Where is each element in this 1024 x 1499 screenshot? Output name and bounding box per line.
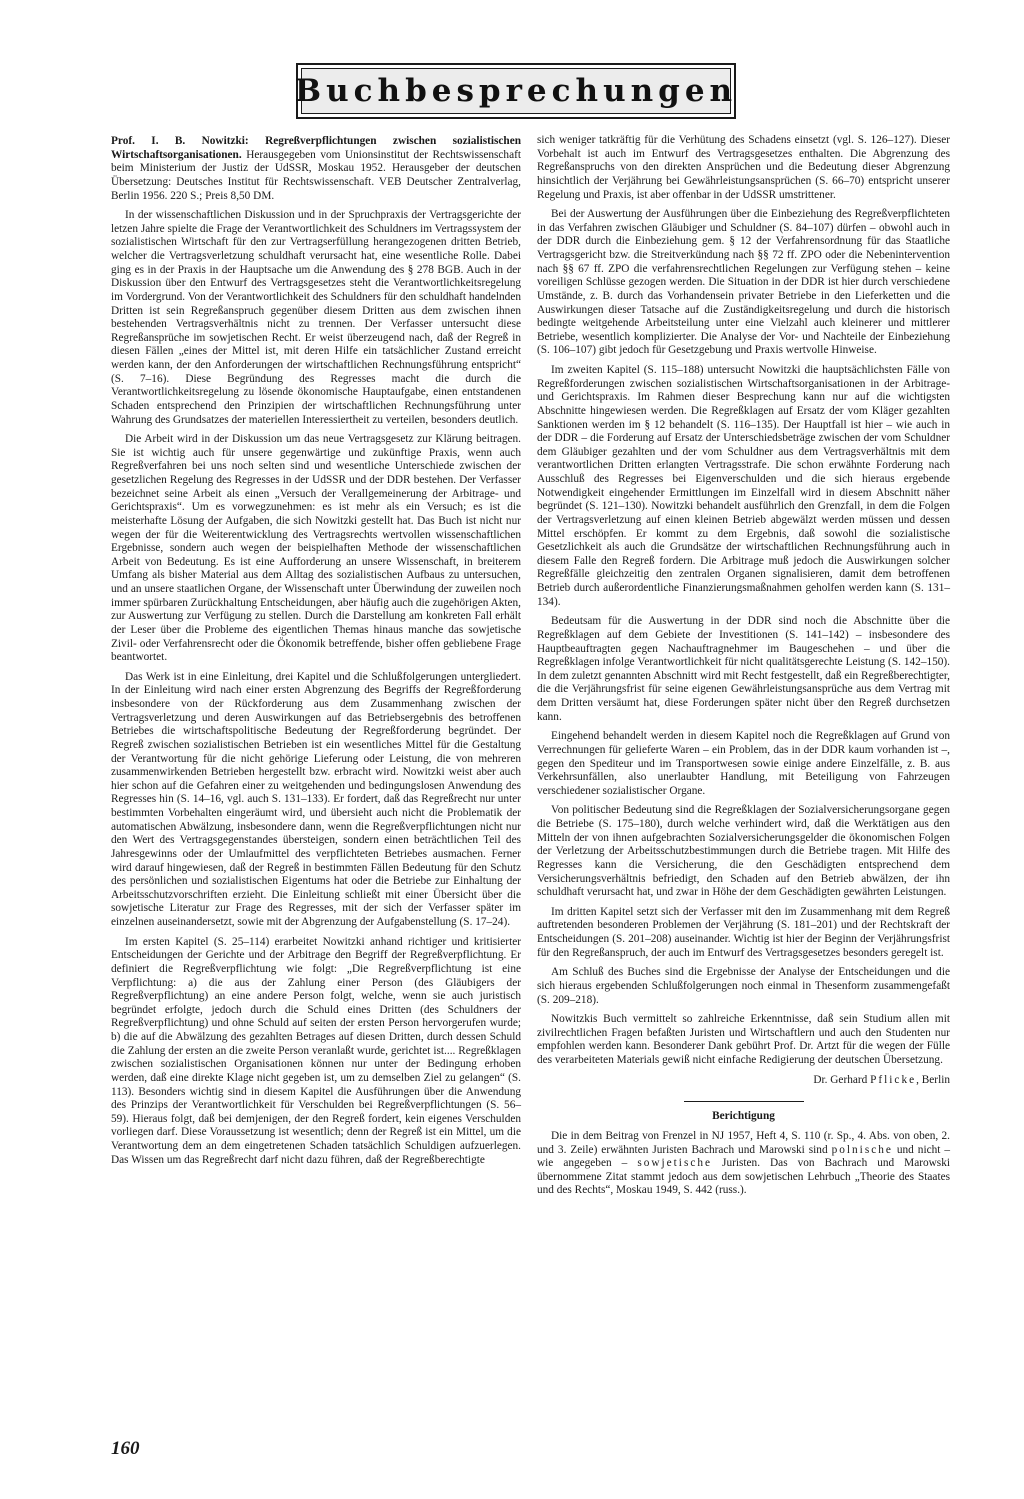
- review-signature: [537, 1074, 950, 1088]
- review-publication-info: Herausgegeben vom Unionsinstitut der Rechtswissenschaft beim Ministerium der Justiz der UdSSR, Moskau 1952. Herausgeber der deutschen Übersetzung: Deutsches Institut für Rechtswissenschaft. VEB Deutscher Zentralverlag, Berlin 1956. 220 S.; Preis 8,50 DM.: [111, 148, 521, 202]
- review-column-right: [537, 134, 950, 1204]
- review-paragraph: Die Arbeit wird in der Diskussion um das neue Vertragsgesetz zur Klärung beitragen. Sie ist wichtig auch für unsere gegenwärtige und zukünftige Praxis, wenn auch Regreßverfahren bei uns noch selten sind und wesentliche Unterschiede zwischen der gesetzlichen Regelung des Regresses in der UdSSR und der DDR bestehen. Der Verfasser bezeichnet seine Arbeit als einen „Versuch der Verallgemeinerung der Arbitrage- und Gerichtspraxis“. Um es vorwegzunehmen: es ist mehr als ein Versuch; es ist die meisterhafte Lösung der Aufgaben, die sich Nowitzki gestellt hat. Das Buch ist nicht nur wegen der für die Weiterentwicklung des Vertragsrechts wertvollen wissenschaftlichen Ergebnisse, sondern auch wegen der beispielhaften Methode der wissenschaftlichen Arbeit von Bedeutung. Es ist eine Aufforderung an unsere Wissenschaft, in breiterem Umfang als bisher Material aus dem Alltag des sozialistischen Aufbaus zu untersuchen, und an unsere staatlichen Organe, der Wissenschaft unter Überwindung der zuweilen noch immer spürbaren Zurückhaltung Entscheidungen, aber häufig auch die zugehörigen Akten, zur Auswertung zur Verfügung zu stellen. Durch die Darstellung am konkreten Fall erhält der Leser über die Probleme des eigentlichen Themas hinaus manche das sowjetische Zivil- oder Verfahrensrecht oder die Ökonomik betreffende, bisher offen gebliebene Frage beantwortet.: [111, 433, 522, 664]
- correction-text-before: Die in dem Beitrag von Frenzel in NJ 1957, Heft 4, S. 110 (r. Sp., 4. Abs. von oben, 2. und 3. Zeile) erwähnten Juristen Bachrach und Marowski sind: [537, 1129, 950, 1156]
- review-paragraph: Im dritten Kapitel setzt sich der Verfasser mit den im Zusammenhang mit dem Regreß auftretenden besonderen Problemen der Verjährung (S. 181–201) und der Rechtskraft der Entscheidungen (S. 201–208) auseinander. Wichtig ist hier der Beginn der Verjährungsfrist für den Regreßanspruch, der auch im Entwurf des Vertragsgesetzes besonders geregelt ist.: [537, 905, 950, 959]
- review-paragraph: Im ersten Kapitel (S. 25–114) erarbeitet Nowitzki anhand richtiger und kritisierter Entscheidungen der Gerichte und der Arbitrage den Begriff der Regreßverpflichtung. Er definiert die Regreßverpflichtung wie folgt: „Die Regreßverpflichtung ist eine Verpflichtung: a) die aus der Zahlung einer Person (des Gläubigers der Regreßverpflichtung) an eine andere Person folgt, welche, wenn sie auch juristisch begründet erfolgte, jedoch durch die Schuld eines Dritten (des Schuldners der Regreßverpflichtung) und ohne Schuld auf seiten der ersten Person hervorgerufen wurde; b) die auf die Abwälzung des gezahlten Betrages auf diesen Dritten, durch dessen Schuld die Zahlung der ersten an die zweite Person veranlaßt wurde, gerichtet ist.... Regreßklagen zwischen sozialistischen Organisationen können nur unter der Bedingung erhoben werden, daß eine direkte Klage nicht gegeben ist, um zu demselben Ziel zu gelangen“ (S. 113). Besonders wichtig sind in diesem Kapitel die Ausführungen über die Anwendung des Prinzips der Verantwortlichkeit für Verschulden bei Regreßverpflichtungen (S. 56–59). Hieraus folgt, daß bei demjenigen, der den Regreß fordert, kein eigenes Verschulden vorliegen darf. Diese Voraussetzung ist wesentlich; denn der Regreß ist ein Mittel, um die Verantwortung dem an dem eingetretenen Schaden tatsächlich Schuldigen aufzuerlegen. Das Wissen um das Regreßrecht darf nicht dazu führen, daß der Regreßberechtigte: [111, 935, 521, 1166]
- signature-name: Pflicke: [870, 1073, 917, 1086]
- correction-spaced-sowjetische: sowjetische: [637, 1157, 713, 1170]
- review-header: [111, 135, 521, 203]
- review-book-title: Regreßverpflichtungen zwischen sozialistischen Wirtschaftsorganisationen.: [111, 135, 522, 161]
- review-paragraph: Von politischer Bedeutung sind die Regreßklagen der Sozialversicherungsorgane gegen die Betriebe (S. 175–180), durch welche verhindert wird, daß die Werktätigen aus den Mitteln der von ihnen aufgebrachten Sozialversicherungsgelder die ökonomischen Folgen der Verletzung der Arbeitsschutzbestimmungen durch die Betriebe tragen. Mit Hilfe des Regresses kann die Versicherung, die den Geschädigten entsprechend dem Versicherungsverhältnis befriedigt, den Schaden auf den Betrieb abwälzen, der ihn schuldhaft verursacht hat, und zwar in Höhe der dem Geschädigten gewährten Leistungen.: [537, 804, 950, 899]
- correction-text-middle: und nicht – wie angegeben –: [537, 1143, 951, 1170]
- correction-text: [537, 1130, 950, 1198]
- review-paragraph: sich weniger tatkräftig für die Verhütung des Schadens einsetzt (vgl. S. 126–127). Dieser Vorbehalt ist auch im Entwurf des Vertragsgesetzes enthalten. Die Abgrenzung des Regreßanspruchs von den direkten Ansprüchen und die Bedeutung dieser Abgrenzung hinsichtlich der Verjährung bei Gewährleistungsansprüchen (S. 66–70) entspricht unserer Regelung und Praxis, ist aber offenbar in der UdSSR umstrittener.: [537, 134, 950, 201]
- review-paragraph: Im zweiten Kapitel (S. 115–188) untersucht Nowitzki die hauptsächlichsten Fälle von Regreßforderungen zwischen sozialistischen Wirtschaftsorganisationen in der Arbitrage- und Gerichtspraxis. Im Rahmen dieser Besprechung kann nur auf die wichtigsten Abschnitte hingewiesen werden. Die Regreßklagen auf Ersatz der vom Kläger gezahlten Sanktionen werden im § 12 behandelt (S. 116–135). Der Hauptfall ist hier – wie auch in der DDR – die Forderung auf Ersatz der Unterschiedsbeträge zwischen der vom Schuldner dem Gläubiger gezahlten und der vom Schuldner aus dem Vertragsverhältnis mit dem verantwortlichen Dritten erlangten Vertragsstrafe. Die schon erwähnte Forderung nach Ausschluß des Regresses bei Eigenverschulden und die sich hieraus ergebende Notwendigkeit eingehender Ermittlungen im Einzelfall wird in diesem Abschnitt näher begründet (S. 121–130). Nowitzki behandelt ausführlich den Grenzfall, in dem die Folgen der Vertragsverletzung auf einen kleinen Betrieb abgewälzt werden müssen und dessen Mittel erschöpfen. Er kommt zu dem Ergebnis, daß sowohl die sozialistische Gesetzlichkeit als auch die Grundsätze der wirtschaftlichen Rechnungsführung auch in diesem Falle den Regreß fordern. Die Arbitrage muß jedoch die Auswirkungen solcher Regreßfälle gleichzeitig den zentralen Organen signalisieren, damit dem betroffenen Betrieb durch außerordentliche Finanzierungsmaßnahmen geholfen werden kann (S. 131–134).: [537, 364, 950, 608]
- correction-text-after: Juristen. Das von Bachrach und Marowski übernommene Zitat stammt jedoch aus dem sowjetischen Lehrbuch „Theorie des Staates und des Rechts“, Moskau 1949, S. 442 (russ.).: [537, 1157, 950, 1197]
- review-paragraph: Bei der Auswertung der Ausführungen über die Einbeziehung des Regreßverpflichteten in das Verfahren zwischen Gläubiger und Schuldner (S. 84–107) dürfen – obwohl auch in der DDR durch die Einbeziehung gem. § 12 der Verfahrensordnung für das Staatliche Vertragsgericht bzw. die Streitverkündung nach §§ 72 ff. ZPO oder die Nebenintervention nach §§ 67 ff. ZPO die verfahrensrechtlichen Regelungen zur Verfügung stehen – keine voreiligen Schlüsse gezogen werden. Die Situation in der DDR ist hier durch verschiedene Umstände, z. B. durch das Vorhandensein privater Betriebe in den Lieferketten und die Auswirkungen dieser Tatsache auf die Zuständigkeitsregelung und durch die historisch bedingte weitgehende Arbeitsteilung unter eine Vielzahl auch kleinerer und mittlerer Betriebe, wesentlich komplizierter. Die Analyse der Vor- und Nachteile der Einbeziehung (S. 106–107) gibt jedoch für Gesetzgebung und Praxis wertvolle Hinweise.: [537, 208, 950, 357]
- review-paragraph: Nowitzkis Buch vermittelt so zahlreiche Erkenntnisse, daß sein Studium allen mit zivilrechtlichen Fragen befaßten Juristen und Wirtschaftlern und auch den Studenten nur empfohlen werden kann. Besonderer Dank gebührt Prof. Dr. Artzt für die wegen der Fülle des verarbeiteten Materials gewiß nicht einfache Redigierung der deutschen Übersetzung.: [537, 1013, 950, 1066]
- review-paragraph: Eingehend behandelt werden in diesem Kapitel noch die Regreßklagen auf Grund von Verrechnungen für gelieferte Waren – ein Problem, das in der DDR kaum vorhanden ist –, gegen den Spediteur und im Transportwesen sowie einige andere Einzelfälle, z. B. aus Verkehrsunfällen, also unerlaubter Handlung, mit Beteiligung von Fahrzeugen verschiedener sozialistischer Organe.: [537, 730, 950, 797]
- review-paragraph: In der wissenschaftlichen Diskussion und in der Spruchpraxis der Vertragsgerichte der letzen Jahre spielte die Frage der Verantwortlichkeit des Schuldners im Vertragssystem der sozialistischen Wirtschaft für den zur Vertragserfüllung herangezogenen dritten Betrieb, welcher die Vertragsverletzung schuldhaft verursacht hat, eine wesentliche Rolle. Dabei ging es in der Praxis in der Hauptsache um die Anwendung des § 278 BGB. Auch in der Diskussion über den Entwurf des Vertragsgesetzes steht die Verantwortlichkeitsregelung im Vordergrund. Von der Verantwortlichkeit des Schuldners für den schuldhaft handelnden Dritten ist sein Regreßanspruch gegenüber diesem Dritten aus dem zwischen ihnen bestehenden Vertragsverhältnis nicht zu trennen. Der Verfasser untersucht diese Regreßansprüche im sowjetischen Recht. Er weist überzeugend nach, daß der Regreß in diesen Fällen „eines der Mittel ist, mit deren Hilfe ein tatsächlicher Zustand erreicht werden kann, der den Anforderungen der wirtschaftlichen Rechnungsführung entspricht“ (S. 7–16). Diese Begründung des Regresses macht die durch die Verantwortlichkeitsregelung zu lösende ökonomische Hauptaufgabe, einen entstandenen Schaden entsprechend den Prinzipien der wirtschaftlichen Rechnungsführung unter Wahrung des Grundsatzes der materiellen Interessiertheit zu verteilen, besonders deutlich.: [111, 209, 521, 426]
- review-author: Prof. I. B. Nowitzki:: [111, 135, 249, 147]
- section-title: Buchbesprechungen: [294, 73, 738, 109]
- review-paragraph: Bedeutsam für die Auswertung in der DDR sind noch die Abschnitte über die Regreßklagen auf dem Gebiete der Investitionen (S. 141–142) – insbesondere des Hauptbeauftragten gegen Nachauftragnehmer im Baugeschehen – und über die Regreßklagen infolge Verantwortlichkeit für nicht qualitätsgerechte Leistung (S. 142–150). In dem zuletzt genannten Abschnitt wird mit Recht festgestellt, daß ein Regreßberechtigter, die die Verjährungsfrist für seine eigenen Gewährleistungsansprüche aus dem Vertrag mit dem Dritten versäumt hat, diese Forderungen später nicht über den Regreß durchsetzen kann.: [537, 615, 950, 723]
- review-paragraph: Am Schluß des Buches sind die Ergebnisse der Analyse der Entscheidungen und die sich hieraus ergebenden Schlußfolgerungen noch einmal in Thesenform zusammengefaßt (S. 209–218).: [537, 966, 950, 1006]
- correction-spaced-polnische: polnische: [831, 1143, 893, 1156]
- section-divider: [684, 1101, 804, 1102]
- review-column-left: [111, 135, 521, 1173]
- review-paragraph: Das Werk ist in eine Einleitung, drei Kapitel und die Schlußfolgerungen untergliedert. In der Einleitung wird nach einer ersten Abgrenzung des Begriffs der Regreßforderung insbesondere von der Rückforderung aus dem Zusammenhang zwischen der Vertragsverletzung und deren Auswirkungen auf das Betriebsergebnis des betroffenen Betriebes die wirtschaftspolitische Bedeutung der Regreßforderung begründet. Der Regreß zwischen sozialistischen Betrieben ist ein wesentliches Mittel für die Gestaltung der Verantwortung für die nicht gehörige Lieferung oder Leistung, die von mehreren zusammenwirkenden Betrieben hergestellt bzw. erbracht wird. Nowitzki weist aber auch hier schon auf die Gefahren einer zu weitgehenden und bedingungslosen Anwendung des Regresses hin (S. 14–16, vgl. auch S. 131–133). Er fordert, daß das Regreßrecht nur unter bestimmten Vorbehalten eingeräumt wird, und übersieht auch nicht die Problematik der automatischen Abwälzung, insbesondere dann, wenn die Regreßverpflichtungen nicht nur den Wert des Vertragsgegenstandes übersteigen, sondern einen beträchtlichen Teil des Jahresgewinns oder der Umlaufmittel des verpflichteten Betriebes ausmachen. Ferner wird darauf hingewiesen, daß der Regreß in bestimmten Fällen Bedeutung für den Schutz des persönlichen und sozialistischen Eigentums hat oder die Betriebe zur Einhaltung der Arbeitsschutzvorschriften erzieht. Die Einleitung schließt mit einer Übersicht über die sowjetische Literatur zur Frage des Regresses, mit der sich der Verfasser später im einzelnen auseinandersetzt, sowie mit der Abgrenzung der Aufgabenstellung (S. 17–24).: [111, 670, 521, 928]
- correction-title: Berichtigung: [712, 1110, 775, 1123]
- page-number: 160: [111, 1438, 140, 1459]
- signature-suffix: , Berlin: [916, 1073, 950, 1086]
- section-title-box: [296, 63, 736, 119]
- signature-prefix: Dr. Gerhard: [813, 1073, 868, 1086]
